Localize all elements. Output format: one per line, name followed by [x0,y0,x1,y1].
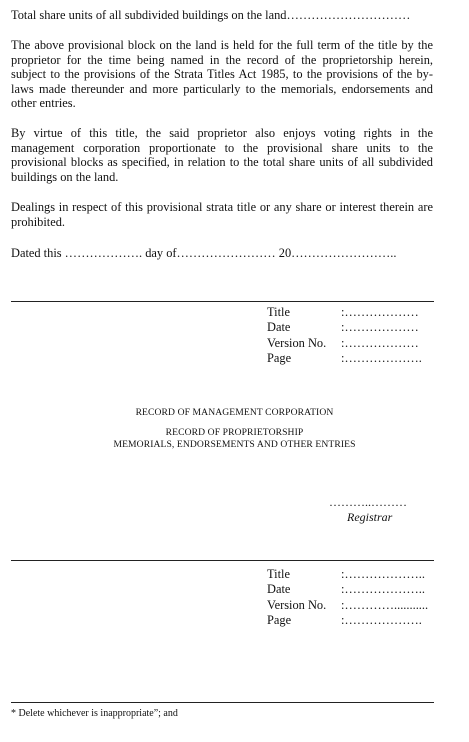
date-label: Date [267,582,291,597]
date-label: Date [267,320,291,335]
date-row [267,320,442,335]
date-row [267,582,442,597]
page-row [267,613,442,628]
section-divider [11,301,434,302]
version-label: Version No. [267,335,327,350]
signature-line: ………..……… [329,495,407,509]
footnote: * Delete whichever is inappropriate”; and [11,708,178,719]
dealings-paragraph: Dealings in respect of this provisional strata title or any share or interest therein are prohibited. [11,200,433,229]
version-row [267,598,442,613]
title-row [267,305,442,320]
version-label: Version No. [267,597,327,612]
dated-line: Dated this ………………. day of…………………… 20…………………….. [11,246,397,260]
proprietorship-heading: RECORD OF PROPRIETORSHIP [165,427,304,438]
page-value: :………………. [341,351,422,366]
title-info-block [267,567,442,629]
title-row [267,567,442,582]
title-info-block [267,305,442,367]
title-label: Title [267,305,290,319]
footnote-divider [11,702,434,703]
share-units-line: Total share units of all subdivided buildings on the land………………………… [11,8,411,22]
page-label: Page [267,351,292,366]
version-row [267,336,442,351]
provisional-block-paragraph: The above provisional block on the land is held for the full term of the title by the proprietor for the time being named in the record of the proprietorship herein, subject to the provisions of the Strata Titles Act 1985, to the provisions of the by-laws made thereunder and more particularly to the memorials, endorsements and other entries. [11,38,433,111]
voting-rights-paragraph: By virtue of this title, the said proprietor also enjoys voting rights in the management corporation proportionate to the provisional share units to the provisional blocks as specified, in relation to the total share units of all subdivided buildings on the land. [11,126,433,184]
title-value: :……………… [341,305,419,319]
date-value: :……………….. [341,582,425,597]
title-value: :……………….. [341,567,425,581]
record-heading: RECORD OF MANAGEMENT CORPORATION [135,407,334,418]
memorials-heading: MEMORIALS, ENDORSEMENTS AND OTHER ENTRIES [113,439,356,450]
registrar-label: Registrar [347,510,393,524]
page-label: Page [267,613,292,628]
version-value: :…………........... [341,597,429,612]
page-value: :………………. [341,613,422,628]
title-label: Title [267,567,290,581]
section-divider [11,560,434,561]
page-row [267,351,442,366]
date-value: :……………… [341,320,419,335]
version-value: :……………… [341,335,419,350]
